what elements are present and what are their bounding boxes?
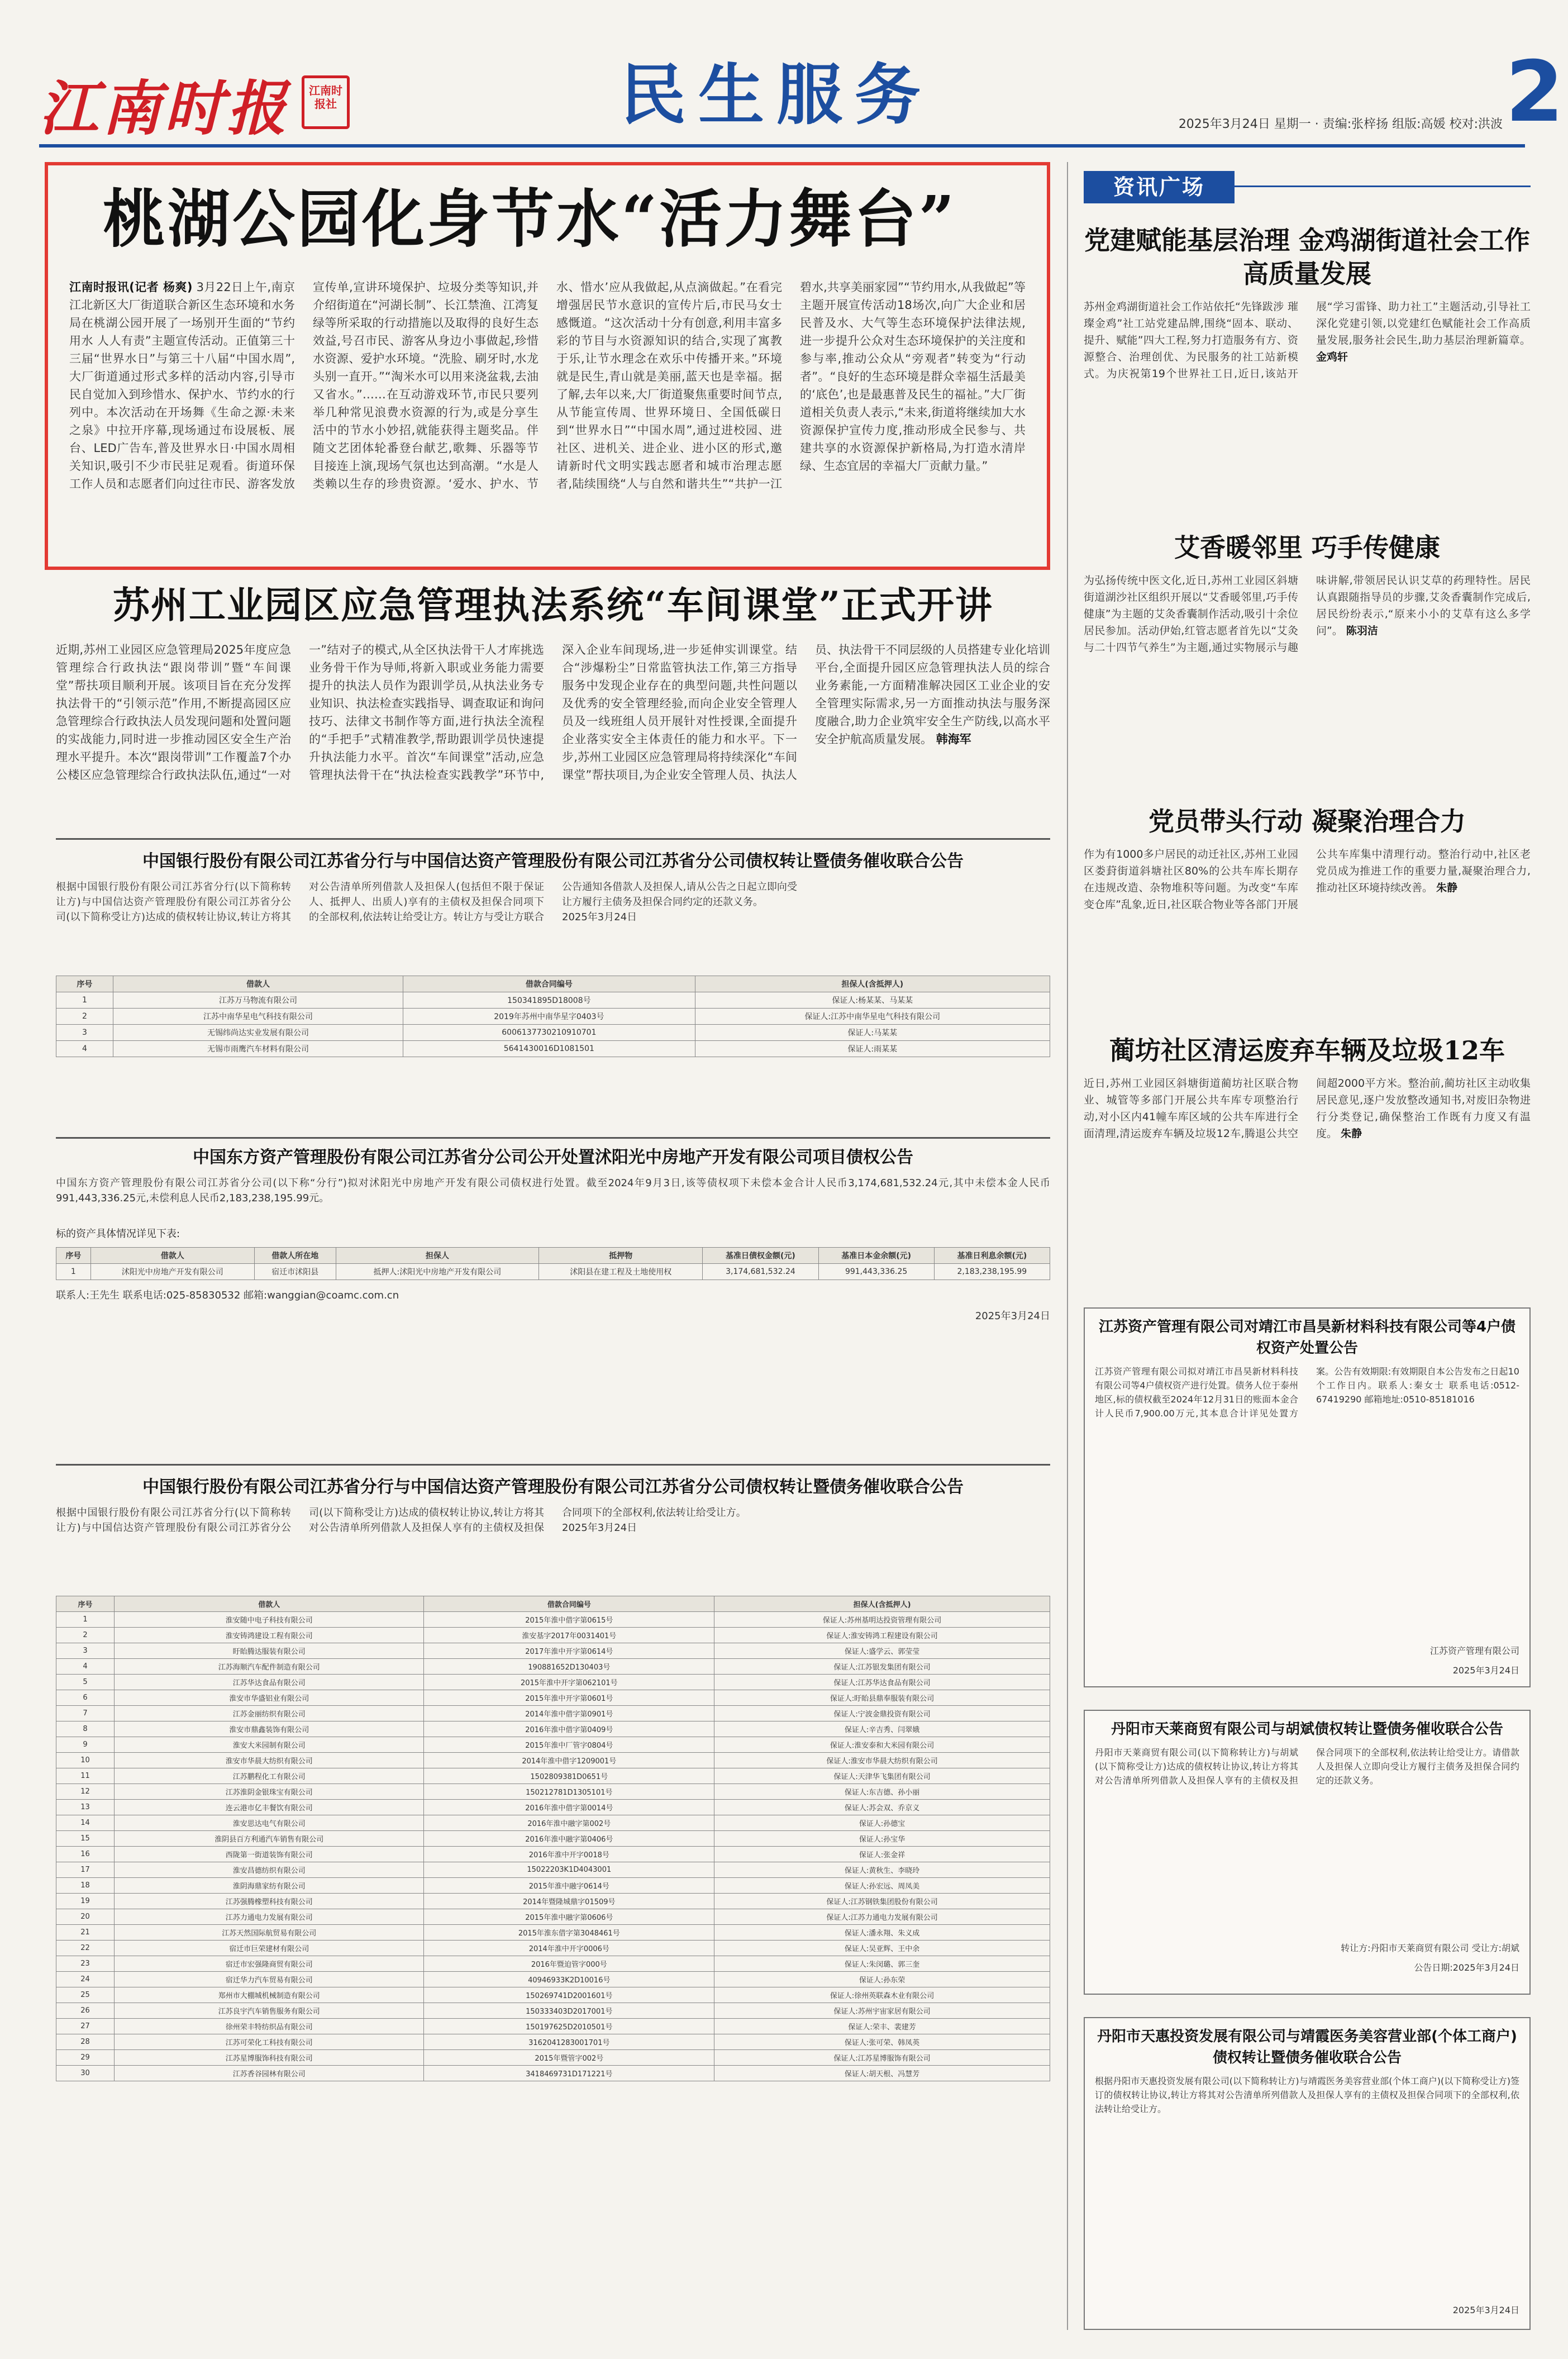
notice3-cell: 保证人:江苏银发集团有限公司 <box>714 1659 1050 1675</box>
notice3-cell: 保证人:苏州基明达投资管理有限公司 <box>714 1612 1050 1628</box>
table-row <box>56 1706 1050 1721</box>
notice3-cell: 江苏鹏程化工有限公司 <box>114 1768 423 1784</box>
second-headline: 苏州工业园区应急管理执法系统“车间课堂”正式开讲 <box>113 583 993 627</box>
notice1-cell: 江苏万马物流有限公司 <box>113 992 403 1009</box>
notice3-cell: 150269741D2001601号 <box>424 1987 714 2003</box>
second-body-text: 近期,苏州工业园区应急管理局2025年度应急管理综合行政执法“跟岗带训”暨“车间课堂”帮扶项目顺利开展。该项目旨在充分发挥执法骨干的“引领示范”作用,不断提高园区应急管理综合行政执法人员发现问题和处置问题的实战能力,同时进一步推动园区安全生产治理水平提升。本次“跟岗带训”工作覆盖7个办公楼区应急管理综合行政执法队伍,通过“一对一”结对子的模式,从全区执法骨干人才库挑选业务骨干作为导师,将新入职或业务能力需要提升的执法人员作为跟训学员,从执法业务专业知识、执法检查实践指导、调查取证和询问技巧、法律文书制作等方面,进行执法全流程的“手把手”式精准教学,帮助跟训学员快速提升执法能力水平。首次“车间课堂”活动,应急管理执法骨干在“执法检查实践教学”环节中,深入企业车间现场,进一步延伸实训课堂。结合“涉爆粉尘”日常监管执法工作,第三方指导服务中发现企业存在的典型问题,共性问题以及优秀的安全管理经验,而向企业安全管理人员及一线班组人员开展针对性授课,全面提升企业落实安全主体责任的能力和水平。下一步,苏州工业园区应急管理局将持续深化“车间课堂”帮扶项目,为企业安全管理人员、执法人员、执法骨干不同层级的人员搭建专业化培训平台,全面提升园区应急管理执法人员的综合业务素能,一方面精准解决园区工业企业的安全管理实际需求,另一方面推动执法与服务深度融合,助力企业筑牢安全生产防线,以高水平安全护航高质量发展。 <box>56 643 1050 782</box>
notice1-col-1: 借款人 <box>113 976 403 992</box>
right-notice-1-body: 江苏资产管理有限公司拟对靖江市昌昊新材料科技有限公司等4户债权资产进行处置。债务人位于泰州地区,标的债权截至2024年12月31日的账面本金合计人民币7,900.00万元,其本息合计详见处置方案。公告有效期限:有效期限自本公告发布之日起10个工作日内。联系人:秦女士 联系电话:0512-67419290 邮箱地址:0510-85181016 <box>1095 1366 1519 1419</box>
notice3-cell: 江苏海顺汽车配件制造有限公司 <box>114 1659 423 1675</box>
notice1-col-0: 序号 <box>56 976 113 992</box>
notice3-cell: 21 <box>56 1925 115 1941</box>
notice3-cell: 保证人:辛吉秀、闫翠娥 <box>714 1721 1050 1737</box>
notice3-cell: 6 <box>56 1690 115 1706</box>
table-row <box>56 1847 1050 1862</box>
logo-seal: 江南时报社 <box>302 75 350 129</box>
notice3-cell: 15022203K1D4043001 <box>424 1862 714 1878</box>
notice3-cell: 连云港市亿丰餐饮有限公司 <box>114 1800 423 1815</box>
right-story-2-body <box>1084 572 1531 807</box>
lead-headline: 桃湖公园化身节水“活力舞台” <box>103 183 957 256</box>
notice3-cell: 保证人:孙宏远、周凤美 <box>714 1878 1050 1894</box>
notice3-cell: 2016年暨迫管字000号 <box>424 1956 714 1972</box>
right-story-3-headline: 党员带头行动 凝聚治理合力 <box>1148 806 1466 836</box>
notice3-body-text: 根据中国银行股份有限公司江苏省分行(以下简称转让方)与中国信达资产管理股份有限公司江苏省分公司(以下简称受让方)达成的债权转让协议,转让方将其对公告清单所列借款人及担保人享有的主债权及担保合同项下的全部权利,依法转让给受让方。 <box>56 1507 746 1534</box>
table-row <box>56 1768 1050 1784</box>
notice3-cell: 2 <box>56 1628 115 1643</box>
notice3-cell: 江苏淮阴金银珠宝有限公司 <box>114 1784 423 1800</box>
table-row <box>56 1909 1050 1925</box>
notice3-cell: 西陇第一街道装饰有限公司 <box>114 1847 423 1862</box>
notice1-title: 中国银行股份有限公司江苏省分行与中国信达资产管理股份有限公司江苏省分公司债权转让暨债务催收联合公告 <box>142 852 964 871</box>
notice3-cell: 保证人:宁波金鼎投资有限公司 <box>714 1706 1050 1721</box>
right-notice-2-body: 丹阳市天莱商贸有限公司(以下简称转让方)与胡斌(以下简称受让方)达成的债权转让协议,转让方将其对公告清单所列借款人及担保人享有的主债权及担保合同项下的全部权利,依法转让给受让方。请借款人及担保人立即向受让方履行主债务及担保合同约定的还款义务。 <box>1095 1747 1519 1786</box>
notice3-cell: 江苏强腾橡塑科技有限公司 <box>114 1894 423 1909</box>
table-row <box>56 2034 1050 2050</box>
table-row <box>56 1041 1050 1057</box>
notice2-col: 序号 <box>56 1248 91 1264</box>
notice1-col-3: 担保人(含抵押人) <box>695 976 1050 992</box>
notice1-cell: 5641430016D1081501 <box>403 1041 695 1057</box>
lead-body <box>69 278 1026 541</box>
notice2-col: 基准日本金余额(元) <box>818 1248 934 1264</box>
right-notice-3 <box>1084 2017 1531 2330</box>
notice3-cell: 2014年淮中借字1209001号 <box>424 1753 714 1768</box>
right-story-2 <box>1084 531 1531 807</box>
table-row <box>56 1628 1050 1643</box>
table-row <box>56 1956 1050 1972</box>
notice3-cell: 2015年暨管字002号 <box>424 2050 714 2066</box>
notice3-cell: 2015年淮中开字第062101号 <box>424 1675 714 1690</box>
notice3-cell: 江苏华达食品有限公司 <box>114 1675 423 1690</box>
right-story-3-body <box>1084 846 1531 1030</box>
notice3-cell: 1502809381D0651号 <box>424 1768 714 1784</box>
table-row <box>56 992 1050 1009</box>
notice2-col: 基准日利息余额(元) <box>934 1248 1050 1264</box>
notice1-cell: 江苏中南华星电气科技有限公司 <box>113 1009 403 1025</box>
notice3-cell: 淮安昌德纺织有限公司 <box>114 1862 423 1878</box>
notice1-cell: 保证人:江苏中南华星电气科技有限公司 <box>695 1009 1050 1025</box>
notice3-cell: 2014年暨隆城鼎字01509号 <box>424 1894 714 1909</box>
notice3-cell: 150197625D2010501号 <box>424 2019 714 2034</box>
lead-byline: 江南时报讯(记者 杨爽) <box>69 280 193 294</box>
notice3-cell: 江苏良宇汽车销售服务有限公司 <box>114 2003 423 2019</box>
table-row <box>56 1753 1050 1768</box>
notice3-col-0: 序号 <box>56 1596 115 1612</box>
notice3-cell: 40946933K2D10016号 <box>424 1972 714 1987</box>
notice3-cell: 淮安基字2017年0031401号 <box>424 1628 714 1643</box>
notice3-cell: 江苏金丽纺织有限公司 <box>114 1706 423 1721</box>
notice3-cell: 保证人:吴亚辉、王中余 <box>714 1941 1050 1956</box>
right-notice-3-title: 丹阳市天惠投资发展有限公司与靖霞医务美容营业部(个体工商户)债权转让暨债务催收联合公告 <box>1097 2028 1517 2066</box>
notice3-cell: 150333403D2017001号 <box>424 2003 714 2019</box>
notice2-cell: 3,174,681,532.24 <box>703 1264 818 1280</box>
table-row <box>56 2050 1050 2066</box>
notice3-cell: 宿迁华力汽车贸易有限公司 <box>114 1972 423 1987</box>
section-tag-label: 资讯广场 <box>1084 171 1235 203</box>
right-story-1-body <box>1084 298 1531 505</box>
notice3-cell: 2014年淮中开字0006号 <box>424 1941 714 1956</box>
table-row <box>56 1009 1050 1025</box>
notice2-cell: 沭阳光中房地产开发有限公司 <box>90 1264 254 1280</box>
second-author: 韩海军 <box>936 733 971 746</box>
right-notice-2-org: 转让方:丹阳市天莱商贸有限公司 受让方:胡斌 <box>1341 1943 1519 1953</box>
notice3-cell: 江苏星博服饰科技有限公司 <box>114 2050 423 2066</box>
table-row <box>56 1721 1050 1737</box>
notice3-cell: 8 <box>56 1721 115 1737</box>
notice3-cell: 2015年淮东借字第3048461号 <box>424 1925 714 1941</box>
notice2-col: 抵押物 <box>539 1248 703 1264</box>
table-row <box>56 1972 1050 1987</box>
table-row <box>56 1894 1050 1909</box>
notice3-col-2: 借款合同编号 <box>424 1596 714 1612</box>
notice3-cell: 淮安大米园制有限公司 <box>114 1737 423 1753</box>
notice3-cell: 2015年淮中开字第0601号 <box>424 1690 714 1706</box>
notice3-cell: 2016年淮中融字第0406号 <box>424 1831 714 1847</box>
notice3-cell: 江苏力通电力发展有限公司 <box>114 1909 423 1925</box>
notice1-col-2: 借款合同编号 <box>403 976 695 992</box>
notice3-cell: 江苏天然国际航贸易有限公司 <box>114 1925 423 1941</box>
notice3-cell: 保证人:孙东荣 <box>714 1972 1050 1987</box>
notice3-cell: 2015年淮中融字第0606号 <box>424 1909 714 1925</box>
notice3-cell: 郑州市大棚城机械制造有限公司 <box>114 1987 423 2003</box>
notice2-col: 担保人 <box>336 1248 538 1264</box>
page-number: 2 <box>1505 44 1564 141</box>
notice3-cell: 淮阴海鼎家纺有限公司 <box>114 1878 423 1894</box>
notice3-cell: 22 <box>56 1941 115 1956</box>
table-row <box>56 1264 1050 1280</box>
notice1-cell: 150341895D18008号 <box>403 992 695 1009</box>
right-story-1-headline: 党建赋能基层治理 金鸡湖街道社会工作高质量发展 <box>1084 225 1530 289</box>
notice3-body <box>56 1505 1050 1589</box>
lead-body-text: 3月22日上午,南京江北新区大厂街道联合新区生态环境和水务局在桃湖公园开展了一场别开生面的“节约用水 人人有责”主题宣传活动。正值第三十三届“世界水日”与第三十八届“中国水周”,大厂街道通过形式多样的活动内容,引导市民自觉加入到珍惜水、保护水、节约水的行列中。本次活动在开场舞《生命之源·未来之泉》中拉开序幕,现场通过布设展板、展台、LED广告车,普及世界水日·中国水周相关知识,吸引不少市民驻足观看。街道环保工作人员和志愿者们向过往市民、游客发放宣传单,宣讲环境保护、垃圾分类等知识,并介绍街道在“河湖长制”、长江禁渔、江湾复绿等所采取的行动措施以及取得的良好生态效益,号召市民、游客从身边小事做起,珍惜水资源、爱护水环境。“洗脸、刷牙时,水龙头别一直开。”“淘米水可以用来浇盆栽,去油又省水。”……在互动游戏环节,市民只要列举几种常见浪费水资源的行为,或是分享生活中的节水小妙招,就能获得主题奖品。伴随文艺团体轮番登台献艺,歌舞、乐器等节目接连上演,现场气氛也达到高潮。“水是人类赖以生存的珍贵资源。‘爱水、护水、节水、惜水’应从我做起,从点滴做起。”在看完增强居民节水意识的宣传片后,市民马女士感慨道。“这次活动十分有创意,利用丰富多彩的节目与水资源知识的结合,实现了寓教于乐,让节水理念在欢乐中传播开来。”环境就是民生,青山就是美丽,蓝天也是幸福。据了解,去年以来,大厂街道聚焦重要时间节点,从节能宣传周、世界环境日、全国低碳日到“世界水日”“中国水周”,通过进校园、进社区、进机关、进企业、进小区的形式,邀请新时代文明实践志愿者和城市治理志愿者,陆续围绕“人与自然和谐共生”“共护一江碧水,共享美丽家园”“节约用水,从我做起”等主题开展宣传活动18场次,向广大企业和居民普及水、大气等生态环境保护法律法规,进一步提升公众对生态环境保护的关注度和参与率,推动公众从“旁观者”转变为“行动者”。“良好的生态环境是群众幸福生活最美的‘底色’,也是最惠普及民生的福祉。”大厂街道相关负责人表示,“未来,街道将继续加大水资源保护宣传力度,推动形成全民参与、共建共享的水资源保护新格局,为打造水清岸绿、生态宜居的幸福大厂贡献力量。” <box>69 280 1026 491</box>
notice3-cell: 25 <box>56 1987 115 2003</box>
notice3-cell: 保证人:苏会双、乔京义 <box>714 1800 1050 1815</box>
notice1-cell: 无锡市雨鹰汽车材料有限公司 <box>113 1041 403 1057</box>
right-story-4-text: 近日,苏州工业园区斜塘街道蔺坊社区联合物业、城管等多部门开展公共车库专项整治行动,对小区内41幢车库区域的公共车库进行全面清理,清运废弃车辆及垃圾12车,腾退公共空间超2000平方米。整治前,蔺坊社区主动收集居民意见,逐户发放整改通知书,对废旧杂物进行分类登记,确保整治工作既有力度又有温度。 <box>1084 1077 1531 1140</box>
notice3-cell: 18 <box>56 1878 115 1894</box>
notice1-cell: 保证人:雨某某 <box>695 1041 1050 1057</box>
notice3-cell: 保证人:东吉德、孙小丽 <box>714 1784 1050 1800</box>
notice3-cell: 宿迁市巨荣建材有限公司 <box>114 1941 423 1956</box>
notice3-cell: 保证人:潘永翔、朱义成 <box>714 1925 1050 1941</box>
notice3-cell: 保证人:盱眙县鼎奉服装有限公司 <box>714 1690 1050 1706</box>
section-title: 民生服务 <box>619 56 933 134</box>
notice3-cell: 江苏香谷园林有限公司 <box>114 2066 423 2081</box>
right-story-1 <box>1084 223 1531 505</box>
table-row <box>56 1878 1050 1894</box>
notice1-cell: 6006137730210910701 <box>403 1025 695 1041</box>
notice2-date: 2025年3月24日 <box>975 1310 1050 1322</box>
notice1-cell: 保证人:马某某 <box>695 1025 1050 1041</box>
notice1-cell: 4 <box>56 1041 113 1057</box>
notice3-cell: 保证人:苏州宇宙家居有限公司 <box>714 2003 1050 2019</box>
table-row <box>56 1941 1050 1956</box>
table-row <box>56 1987 1050 2003</box>
notice3-cell: 28 <box>56 2034 115 2050</box>
notice3-cell: 保证人:淮安铸鸿工程建设有限公司 <box>714 1628 1050 1643</box>
right-notice-1-date: 2025年3月24日 <box>1452 1665 1519 1676</box>
notice3-cell: 2016年淮中开字0018号 <box>424 1847 714 1862</box>
notice3-cell: 2015年淮中借字第0615号 <box>424 1612 714 1628</box>
notice3-cell: 保证人:江苏星博服饰有限公司 <box>714 2050 1050 2066</box>
notice3-title: 中国银行股份有限公司江苏省分行与中国信达资产管理股份有限公司江苏省分公司债权转让暨债务催收联合公告 <box>142 1477 964 1497</box>
notice3-cell: 3 <box>56 1643 115 1659</box>
notice3-cell: 保证人:孙宝华 <box>714 1831 1050 1847</box>
notice2-body: 中国东方资产管理股份有限公司江苏省分公司(以下称“分行”)拟对沭阳光中房地产开发有限公司债权进行处置。截至2024年9月3日,该等债权项下未偿本金合计人民币3,174,681,532.24元,其中未偿本金人民币991,443,336.25元,未偿利息人民币2,183,238,195.99元。 <box>56 1177 1050 1204</box>
table-row <box>56 1025 1050 1041</box>
notice3-cell: 江苏可荣化工科技有限公司 <box>114 2034 423 2050</box>
notice3-cell: 190881652D130403号 <box>424 1659 714 1675</box>
right-story-3-author: 朱静 <box>1436 882 1458 894</box>
notice3-cell: 5 <box>56 1675 115 1690</box>
right-story-1-author: 金鸡轩 <box>1316 351 1348 363</box>
right-column <box>1084 162 1531 2330</box>
notice1-cell: 无锡纬尚达实业发展有限公司 <box>113 1025 403 1041</box>
table-row <box>56 1815 1050 1831</box>
notice3-cell: 23 <box>56 1956 115 1972</box>
notice3-cell: 4 <box>56 1659 115 1675</box>
notice3-cell: 淮安市华晨大纺织有限公司 <box>114 1753 423 1768</box>
notice2-cell: 沭阳县在建工程及土地使用权 <box>539 1264 703 1280</box>
notice3-cell: 宿迁市宏强隆商贸有限公司 <box>114 1956 423 1972</box>
notice3-cell: 150212781D1305101号 <box>424 1784 714 1800</box>
notice1-cell: 3 <box>56 1025 113 1041</box>
table-row <box>56 1831 1050 1847</box>
right-notice-2-date: 公告日期:2025年3月24日 <box>1414 1962 1519 1973</box>
notice3-cell: 2017年淮中开字第0614号 <box>424 1643 714 1659</box>
notice3-cell: 15 <box>56 1831 115 1847</box>
section-divider <box>56 1464 1050 1466</box>
masthead <box>39 44 1564 143</box>
table-row <box>56 1784 1050 1800</box>
notice3-cell: 13 <box>56 1800 115 1815</box>
notice3-cell: 2015年淮中融字0614号 <box>424 1878 714 1894</box>
notice3-cell: 徐州荣丰特纺织品有限公司 <box>114 2019 423 2034</box>
notice3-cell: 27 <box>56 2019 115 2034</box>
right-story-4-body <box>1084 1075 1531 1287</box>
notice3-cell: 保证人:淮安泰和大米园有限公司 <box>714 1737 1050 1753</box>
notice2-title: 中国东方资产管理股份有限公司江苏省分公司公开处置沭阳光中房地产开发有限公司项目债权公告 <box>193 1148 913 1167</box>
section-divider <box>56 1137 1050 1139</box>
right-story-4 <box>1084 1034 1531 1287</box>
notice3-cell: 2015年淮中厂管字0804号 <box>424 1737 714 1753</box>
notice3-cell: 11 <box>56 1768 115 1784</box>
table-row <box>56 1800 1050 1815</box>
notice3-cell: 14 <box>56 1815 115 1831</box>
notice3-cell: 26 <box>56 2003 115 2019</box>
notice3-cell: 20 <box>56 1909 115 1925</box>
table-row <box>56 1659 1050 1675</box>
notice2-table <box>56 1247 1050 1280</box>
notice3-cell: 3418469731D171221号 <box>424 2066 714 2081</box>
table-row <box>56 1737 1050 1753</box>
second-body <box>56 641 1050 820</box>
notice3-cell: 保证人:黄秋生、李晓玲 <box>714 1862 1050 1878</box>
notice3-cell: 淮安随中电子科技有限公司 <box>114 1612 423 1628</box>
table-row <box>56 1675 1050 1690</box>
right-story-3-text: 作为有1000多户居民的动迁社区,苏州工业园区娄葑街道斜塘社区80%的公共车库长期存在违规改造、杂物堆积等问题。为改变“车库变仓库”乱象,近日,社区联合物业等各部门开展公共车库集中清理行动。整治行动中,社区老党员成为推进工作的重要力量,凝聚治理合力,推动社区环境持续改善。 <box>1084 848 1531 911</box>
notice3-table <box>56 1596 1050 2081</box>
notice3-cell: 保证人:荣丰、裴建芳 <box>714 2019 1050 2034</box>
notice3-cell: 淮阴县百方利通汽车销售有限公司 <box>114 1831 423 1847</box>
notice3-cell: 1 <box>56 1612 115 1628</box>
notice2-col: 借款人 <box>90 1248 254 1264</box>
notice1-cell: 2019年苏州中南华星字0403号 <box>403 1009 695 1025</box>
notice3-cell: 保证人:孙德宝 <box>714 1815 1050 1831</box>
table-row <box>56 2019 1050 2034</box>
notice3-cell: 淮安市华盛铝业有限公司 <box>114 1690 423 1706</box>
section-tag-rule <box>1235 186 1531 187</box>
lead-article <box>45 162 1050 570</box>
notice3-cell: 保证人:盛学云、郭莹莹 <box>714 1643 1050 1659</box>
notice3-col-1: 借款人 <box>114 1596 423 1612</box>
notice2-contact: 联系人:王先生 联系电话:025-85830532 邮箱:wanggian@coamc.com.cn <box>56 1290 399 1301</box>
notice1-body-text: 根据中国银行股份有限公司江苏省分行(以下简称转让方)与中国信达资产管理股份有限公司江苏省分公司(以下简称受让方)达成的债权转让协议,转让方将其对公告清单所列借款人及担保人(包括但不限于保证人、抵押人、出质人)享有的主债权及担保合同项下的全部权利,依法转让给受让方。转让方与受让方联合公告通知各借款人及担保人,请从公告之日起立即向受让方履行主债务及担保合同约定的还款义务。 <box>56 881 797 923</box>
notice3-col-3: 担保人(含抵押人) <box>714 1596 1050 1612</box>
notice3-cell: 淮安市鼎鑫装饰有限公司 <box>114 1721 423 1737</box>
notice3-cell: 19 <box>56 1894 115 1909</box>
notice3-cell: 17 <box>56 1862 115 1878</box>
notice3-cell: 保证人:江苏钢铁集团股份有限公司 <box>714 1894 1050 1909</box>
notice3-cell: 30 <box>56 2066 115 2081</box>
right-notice-1-title: 江苏资产管理有限公司对靖江市昌昊新材料科技有限公司等4户债权资产处置公告 <box>1098 1319 1516 1357</box>
notice1-cell: 保证人:杨某某、马某某 <box>695 992 1050 1009</box>
right-notice-1 <box>1084 1307 1531 1687</box>
notice3-date: 2025年3月24日 <box>562 1522 637 1534</box>
notice1-body <box>56 879 1050 969</box>
second-article <box>56 578 1050 835</box>
notice3-cell: 2016年淮中融字第002号 <box>424 1815 714 1831</box>
notice1-cell: 2 <box>56 1009 113 1025</box>
notice3-cell: 保证人:朱闵璐、郭三奎 <box>714 1956 1050 1972</box>
notice-bank-transfer-1 <box>56 849 1050 1131</box>
table-row <box>56 1925 1050 1941</box>
notice2-col: 基准日债权金额(元) <box>703 1248 818 1264</box>
table-row <box>56 1643 1050 1659</box>
notice2-col: 借款人所在地 <box>254 1248 336 1264</box>
right-notice-3-body: 根据丹阳市天惠投资发展有限公司(以下简称转让方)与靖霞医务美容营业部(个体工商户)(以下简称受让方)签订的债权转让协议,转让方将其对公告清单所列借款人及担保人享有的主债权及担保合同项下的全部权利,依法转让给受让方。 <box>1095 2076 1519 2114</box>
notice2-cell: 1 <box>56 1264 91 1280</box>
notice3-cell: 7 <box>56 1706 115 1721</box>
notice2-cell: 宿迁市沭阳县 <box>254 1264 336 1280</box>
table-row <box>56 2066 1050 2081</box>
notice2-cell: 抵押人:沭阳光中房地产开发有限公司 <box>336 1264 538 1280</box>
notice3-cell: 淮安铸鸿建设工程有限公司 <box>114 1628 423 1643</box>
notice3-cell: 9 <box>56 1737 115 1753</box>
notice3-cell: 保证人:淮安市华晨大纺织有限公司 <box>714 1753 1050 1768</box>
notice3-cell: 3162041283001701号 <box>424 2034 714 2050</box>
notice3-cell: 24 <box>56 1972 115 1987</box>
notice1-table <box>56 976 1050 1057</box>
notice3-cell: 保证人:张可荣、韩凤英 <box>714 2034 1050 2050</box>
notice3-cell: 保证人:胡天根、冯慧芳 <box>714 2066 1050 2081</box>
right-story-2-headline: 艾香暖邻里 巧手传健康 <box>1174 532 1440 563</box>
right-story-3 <box>1084 805 1531 1030</box>
notice3-cell: 盱眙腾达服装有限公司 <box>114 1643 423 1659</box>
notice3-cell: 淮安思达电气有限公司 <box>114 1815 423 1831</box>
table-row <box>56 1690 1050 1706</box>
notice3-cell: 保证人:江苏力通电力发展有限公司 <box>714 1909 1050 1925</box>
section-tag <box>1084 162 1531 207</box>
newspaper-logo: 江南时报 <box>39 73 289 143</box>
notice3-cell: 保证人:张金祥 <box>714 1847 1050 1862</box>
notice3-cell: 29 <box>56 2050 115 2066</box>
table-row <box>56 1862 1050 1878</box>
right-notice-1-org: 江苏资产管理有限公司 <box>1429 1645 1519 1656</box>
column-divider <box>1067 162 1068 2330</box>
right-story-2-author: 陈羽洁 <box>1346 625 1378 637</box>
table-row <box>56 2003 1050 2019</box>
notice2-cell: 2,183,238,195.99 <box>934 1264 1050 1280</box>
right-story-4-author: 朱静 <box>1341 1128 1362 1140</box>
notice2-cell: 991,443,336.25 <box>818 1264 934 1280</box>
right-story-1-text: 苏州金鸡湖街道社会工作站依托“先锋跋涉 璀璨金鸡”社工站党建品牌,围绕“固本、联动、提升、赋能”四大工程,努力打造服务有方、资源整合、治理创优、为民服务的社工站新模式。为庆祝第19个世界社工日,近日,该站开展“学习雷锋、助力社工”主题活动,引导社工深化党建引领,以党建红色赋能社会工作高质量发展,服务社会民生,助力基层治理新篇章。 <box>1084 301 1531 380</box>
right-notice-3-date: 2025年3月24日 <box>1452 2305 1519 2315</box>
notice1-cell: 1 <box>56 992 113 1009</box>
notice1-date: 2025年3月24日 <box>562 911 637 923</box>
notice2-table-heading: 标的资产具体情况详见下表: <box>56 1228 180 1240</box>
notice-oriental-asset <box>56 1145 1050 1458</box>
notice3-cell: 10 <box>56 1753 115 1768</box>
right-notice-2-title: 丹阳市天莱商贸有限公司与胡斌债权转让暨债务催收联合公告 <box>1111 1721 1503 1738</box>
notice3-cell: 12 <box>56 1784 115 1800</box>
right-story-4-headline: 蔺坊社区清运废弃车辆及垃圾12车 <box>1109 1035 1505 1066</box>
issue-info: 2025年3月24日 星期一 · 责编:张梓扬 组版:高媛 校对:洪波 <box>1178 117 1503 131</box>
notice3-cell: 保证人:天津华飞集团有限公司 <box>714 1768 1050 1784</box>
right-notice-2 <box>1084 1710 1531 1995</box>
notice3-cell: 2016年淮中借字第0014号 <box>424 1800 714 1815</box>
notice3-cell: 16 <box>56 1847 115 1862</box>
notice3-cell: 保证人:江苏华达食品有限公司 <box>714 1675 1050 1690</box>
masthead-rule <box>39 144 1525 148</box>
table-row <box>56 1612 1050 1628</box>
notice3-cell: 2016年淮中借字第0409号 <box>424 1721 714 1737</box>
section-divider <box>56 838 1050 840</box>
right-story-2-text: 为弘扬传统中医文化,近日,苏州工业园区斜塘街道湖沙社区组织开展以“艾香暖邻里,巧手传健康”为主题的艾灸香囊制作活动,吸引十余位居民参加。活动伊始,红管志愿者首先以“艾灸与二十四节气养生”为主题,通过实物展示与趣味讲解,带领居民认识艾草的药理特性。居民认真跟随指导员的步骤,艾灸香囊制作完成后,居民纷纷表示,“原来小小的艾草有这么多学问”。 <box>1084 574 1531 654</box>
notice-bank-transfer-2 <box>56 1475 1050 2330</box>
notice3-cell: 保证人:徐州英联森木业有限公司 <box>714 1987 1050 2003</box>
notice3-cell: 2014年淮中借字第0901号 <box>424 1706 714 1721</box>
